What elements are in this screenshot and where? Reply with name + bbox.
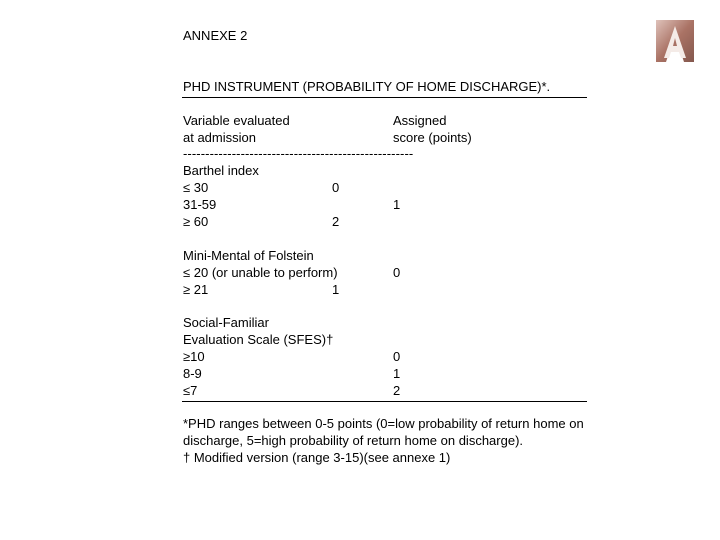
score-header-line1: Assigned	[393, 113, 447, 128]
sfes-title-line2: Evaluation Scale (SFES)†	[183, 332, 334, 347]
barthel-row-label: ≤ 30	[183, 180, 209, 195]
mmse-row-label: ≥ 21	[183, 282, 209, 297]
sfes-row-score: 1	[393, 366, 401, 381]
mmse-row-label: ≤ 20 (or unable to perform)	[183, 265, 338, 280]
score-header-line2: score (points)	[393, 130, 472, 145]
sfes-row-label: ≥10	[183, 349, 205, 364]
footnote-line3: † Modified version (range 3-15)(see annexe 1)	[183, 450, 451, 465]
mmse-title: Mini-Mental of Folstein	[183, 248, 314, 263]
variable-header-line2: at admission	[183, 130, 256, 145]
annex-title: ANNEXE 2	[183, 28, 248, 43]
footnote-line1: *PHD ranges between 0-5 points (0=low probability of return home on	[183, 416, 584, 431]
sfes-row-label: ≤7	[183, 383, 198, 398]
barthel-row-label: ≥ 60	[183, 214, 209, 229]
barthel-row-label: 31-59	[183, 197, 217, 212]
barthel-row-score: 2	[332, 214, 340, 229]
barthel-row-score: 1	[393, 197, 401, 212]
mmse-row-score: 0	[393, 265, 401, 280]
footnote-line2: discharge, 5=high probability of return home on discharge).	[183, 433, 524, 448]
footer-divider	[182, 401, 587, 402]
sfes-row-score: 0	[393, 349, 401, 364]
variable-header-line1: Variable evaluated	[183, 113, 290, 128]
sfes-row-score: 2	[393, 383, 401, 398]
header-divider	[182, 97, 587, 98]
mmse-row-score: 1	[332, 282, 340, 297]
sfes-title-line1: Social-Familiar	[183, 315, 269, 330]
barthel-row-score: 0	[332, 180, 340, 195]
letter-a-logo-icon	[654, 18, 696, 64]
instrument-title: PHD INSTRUMENT (PROBABILITY OF HOME DISCHARGE)*.	[183, 79, 551, 94]
sfes-row-label: 8-9	[183, 366, 202, 381]
barthel-title: Barthel index	[183, 163, 259, 178]
dashed-divider: ----------------------------------------------------	[183, 146, 414, 161]
